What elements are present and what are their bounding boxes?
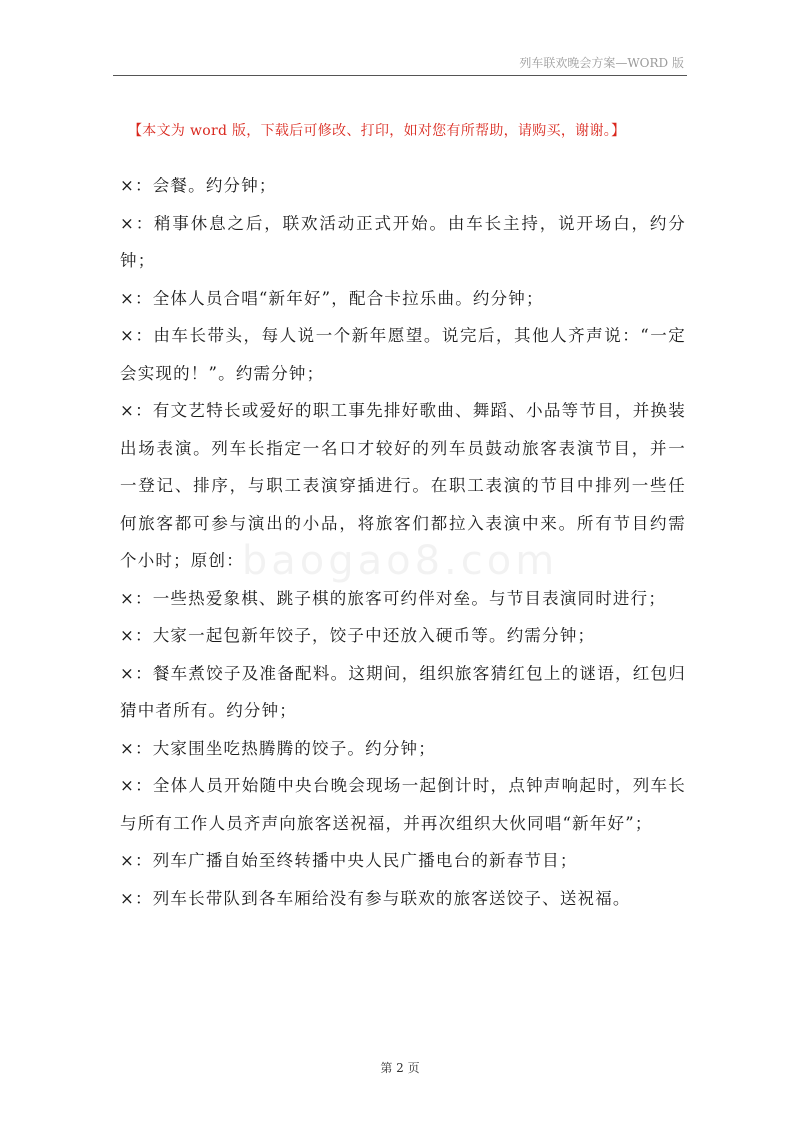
paragraph: ×：稍事休息之后，联欢活动正式开始。由车长主持，说开场白，约分钟； (120, 213, 686, 270)
paragraph: ×：由车长带头，每人说一个新年愿望。说完后，其他人齐声说：“一定会实现的！”。约需分钟； (120, 326, 686, 383)
paragraph: ×：列车长带队到各车厢给没有参与联欢的旅客送饺子、送祝福。 (120, 888, 631, 908)
paragraph: ×：大家一起包新年饺子，饺子中还放入硬币等。约需分钟； (120, 626, 596, 645)
paragraph: ×：餐车煮饺子及准备配料。这期间，组织旅客猜红包上的谜语，红包归猜中者所有。约分钟； (120, 663, 686, 720)
page-header-title: 列车联欢晚会方案—WORD 版 (519, 56, 684, 70)
watermark: baogao8.com (241, 538, 559, 584)
paragraph: ×：有文艺特长或爱好的职工事先排好歌曲、舞蹈、小品等节目，并换装出场表演。列车长指定一名口才较好的列车员鼓动旅客表演节目，并一一登记、排序，与职工表演穿插进行。在职工表演的节目中排列一些任何旅客都可参与演出的小品，将旅客们都拉入表演中来。所有节目约需个小时；原创： (120, 401, 686, 570)
paragraph: ×：列车广播自始至终转播中央人民广播电台的新春节目； (120, 851, 578, 870)
page-number: 第 2 页 (380, 1061, 420, 1075)
paragraph: ×：会餐。约分钟； (120, 176, 277, 195)
paragraph: ×：一些热爱象棋、跳子棋的旅客可约伴对垒。与节目表演同时进行； (120, 588, 667, 608)
paragraph: ×：全体人员合唱“新年好”，配合卡拉乐曲。约分钟； (120, 288, 544, 308)
document-body (120, 167, 686, 917)
header-divider (113, 75, 687, 76)
paragraph: ×：全体人员开始随中央台晚会现场一起倒计时，点钟声响起时，列车长与所有工作人员齐声向旅客送祝福，并再次组织大伙同唱“新年好”； (120, 776, 686, 833)
paragraph: ×：大家围坐吃热腾腾的饺子。约分钟； (120, 738, 436, 758)
download-notice: 【本文为 word 版，下载后可修改、打印，如对您有所帮助，请购买，谢谢。】 (128, 123, 626, 139)
